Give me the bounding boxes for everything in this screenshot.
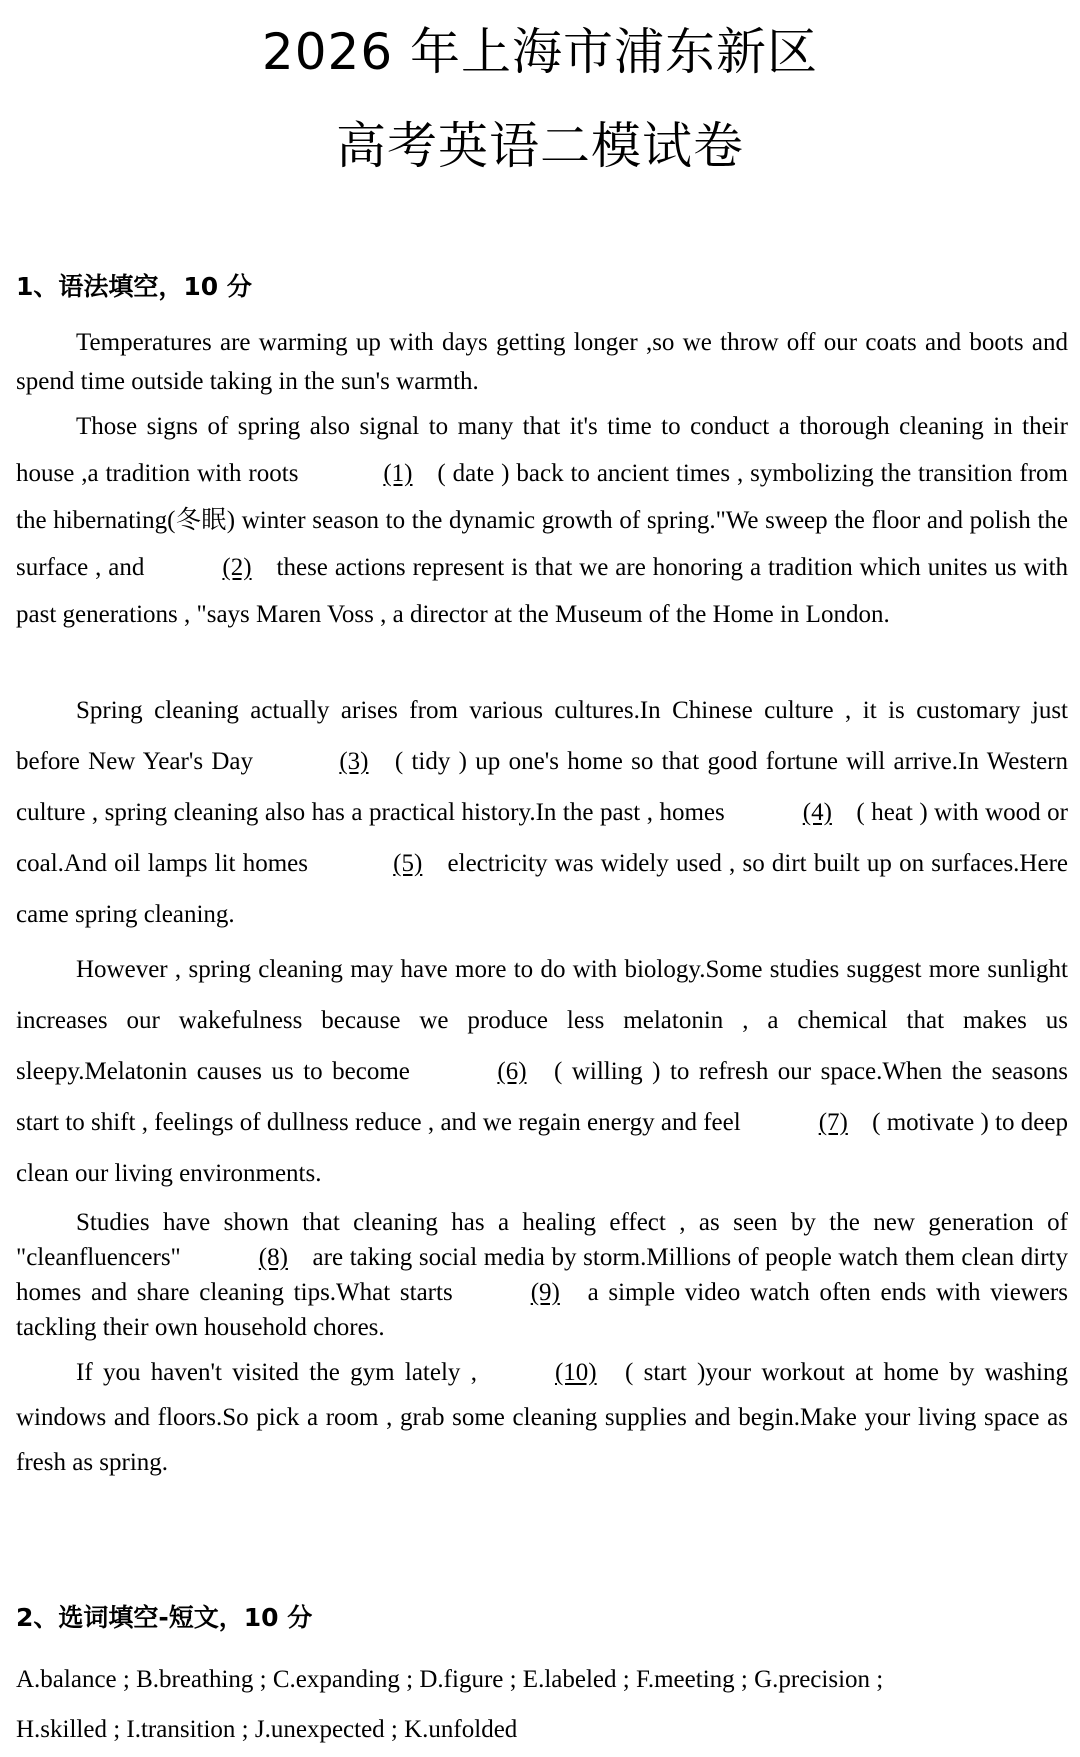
blank-3: (3) (339, 748, 369, 775)
paragraph-3-text-d: electricity was widely used , so dirt built up on surfaces.Here came spring cleaning. (16, 850, 1068, 928)
paragraph-4-text-a: However , spring cleaning may have more to do with biology.Some studies suggest more sunlight increases our wakefulness because we produce less melatonin , a chemical that makes us sleepy.Melatonin causes us to become (16, 956, 1068, 1085)
blank-9: (9) (530, 1279, 560, 1306)
blank-7: (7) (818, 1109, 848, 1136)
exam-title-line1: 2026 年上海市浦东新区 (261, 23, 819, 81)
blank-2: (2) (222, 554, 252, 581)
paragraph-6 (16, 1350, 1068, 1485)
paragraph-1-text: Temperatures are warming up with days getting longer ,so we throw off our coats and boots and spend time outside taking in the sun's warmth. (16, 329, 1068, 395)
word-options-line1: A.balance ; B.breathing ; C.expanding ; D.figure ; E.labeled ; F.meeting ; G.precision ; (16, 1666, 884, 1693)
blank-10: (10) (554, 1359, 597, 1386)
blank-4: (4) (802, 799, 832, 826)
paragraph-5-text-a: Studies have shown that cleaning has a healing effect , as seen by the new generation of "cleanfluencers" (16, 1209, 1068, 1271)
paragraph-2 (16, 403, 1068, 638)
paragraph-3-text-b: ( tidy ) up one's home so that good fortune will arrive.In Western culture , spring cleaning also has a practical history.In the past , homes (16, 748, 1068, 826)
paragraph-3 (16, 685, 1068, 940)
paragraph-4-text-b: ( willing ) to refresh our space.When the seasons start to shift , feelings of dullness reduce , and we regain energy and feel (16, 1058, 1068, 1136)
word-options (16, 1655, 1068, 1755)
paragraph-2-text-b: ( date ) back to ancient times , symbolizing the transition from the hibernating(冬眠) winter season to the dynamic growth of spring."We sweep the floor and polish the surface , and (16, 460, 1068, 581)
paragraph-5-text-c: a simple video watch often ends with viewers tackling their own household chores. (16, 1279, 1068, 1341)
blank-8: (8) (258, 1244, 288, 1271)
blank-5: (5) (393, 850, 423, 877)
paragraph-4-text-c: ( motivate ) to deep clean our living environments. (16, 1109, 1068, 1187)
blank-1: (1) (383, 460, 413, 487)
section1-heading: 1、语法填空，10 分 (16, 272, 252, 301)
paragraph-1 (16, 323, 1068, 401)
exam-title-line2: 高考英语二模试卷 (336, 117, 744, 175)
paragraph-2-text-c: these actions represent is that we are honoring a tradition which unites us with past generations , "says Maren Voss , a director at the Museum of the Home in London. (16, 554, 1069, 628)
paragraph-5 (16, 1205, 1068, 1345)
paragraph-2-text-a: Those signs of spring also signal to many that it's time to conduct a thorough cleaning in their house ,a tradition with roots (16, 413, 1068, 487)
paragraph-6-text-a: If you haven't visited the gym lately , (76, 1359, 477, 1386)
blank-6: (6) (497, 1058, 527, 1085)
paragraph-3-text-c: ( heat ) with wood or coal.And oil lamps lit homes (16, 799, 1068, 877)
section2-heading: 2、选词填空-短文，10 分 (16, 1603, 313, 1632)
paragraph-6-text-b: ( start )your workout at home by washing windows and floors.So pick a room , grab some cleaning supplies and begin.Make your living space as fresh as spring. (16, 1359, 1068, 1476)
paragraph-5-text-b: are taking social media by storm.Millions of people watch them clean dirty homes and share cleaning tips.What starts (16, 1244, 1068, 1306)
paragraph-4 (16, 944, 1068, 1199)
paragraph-3-text-a: Spring cleaning actually arises from various cultures.In Chinese culture , it is customary just before New Year's Day (16, 697, 1068, 775)
word-options-line2: H.skilled ; I.transition ; J.unexpected ; K.unfolded (16, 1716, 518, 1743)
